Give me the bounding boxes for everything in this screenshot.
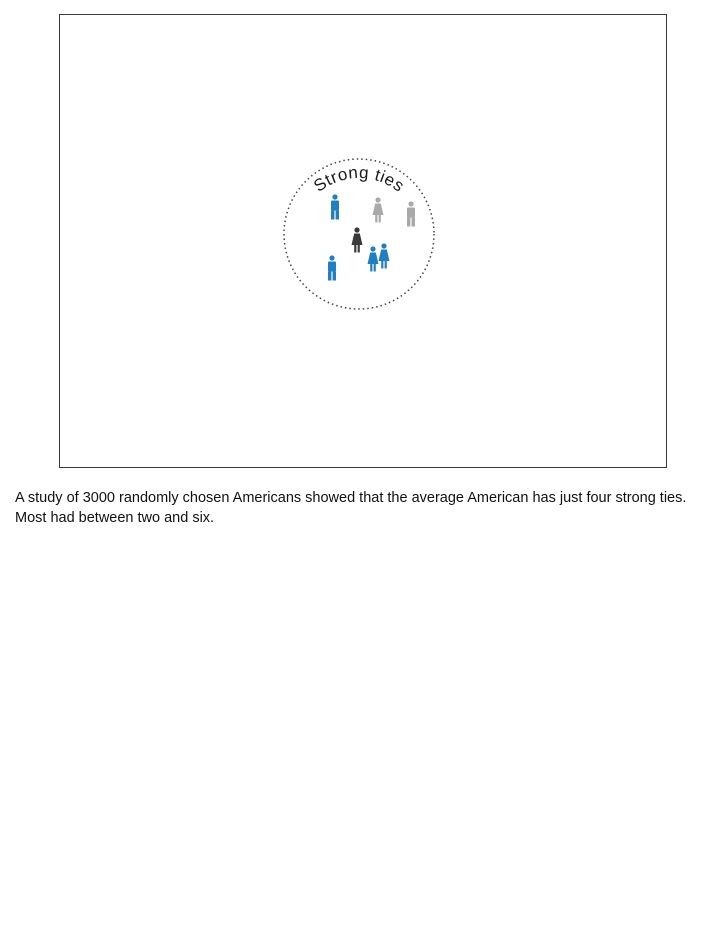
speaker-notes: A study of 3000 randomly chosen Americans showed that the average American has just four strong ties. Most had between two and six. bbox=[15, 490, 687, 526]
slide-frame bbox=[59, 14, 667, 468]
person-blue-female-2-icon bbox=[379, 243, 390, 268]
figures-group bbox=[328, 194, 415, 280]
person-blue-male-1-icon bbox=[331, 194, 339, 219]
person-blue-female-1-icon bbox=[368, 246, 379, 271]
person-blue-male-2-icon bbox=[328, 255, 336, 280]
circle-label bbox=[310, 163, 408, 196]
strong-ties-diagram bbox=[60, 15, 668, 469]
person-gray-female-1-icon bbox=[373, 197, 384, 222]
circle-label-text: Strong ties bbox=[310, 162, 409, 196]
person-gray-male-1-icon bbox=[407, 201, 415, 226]
person-center-female-icon bbox=[352, 227, 363, 252]
